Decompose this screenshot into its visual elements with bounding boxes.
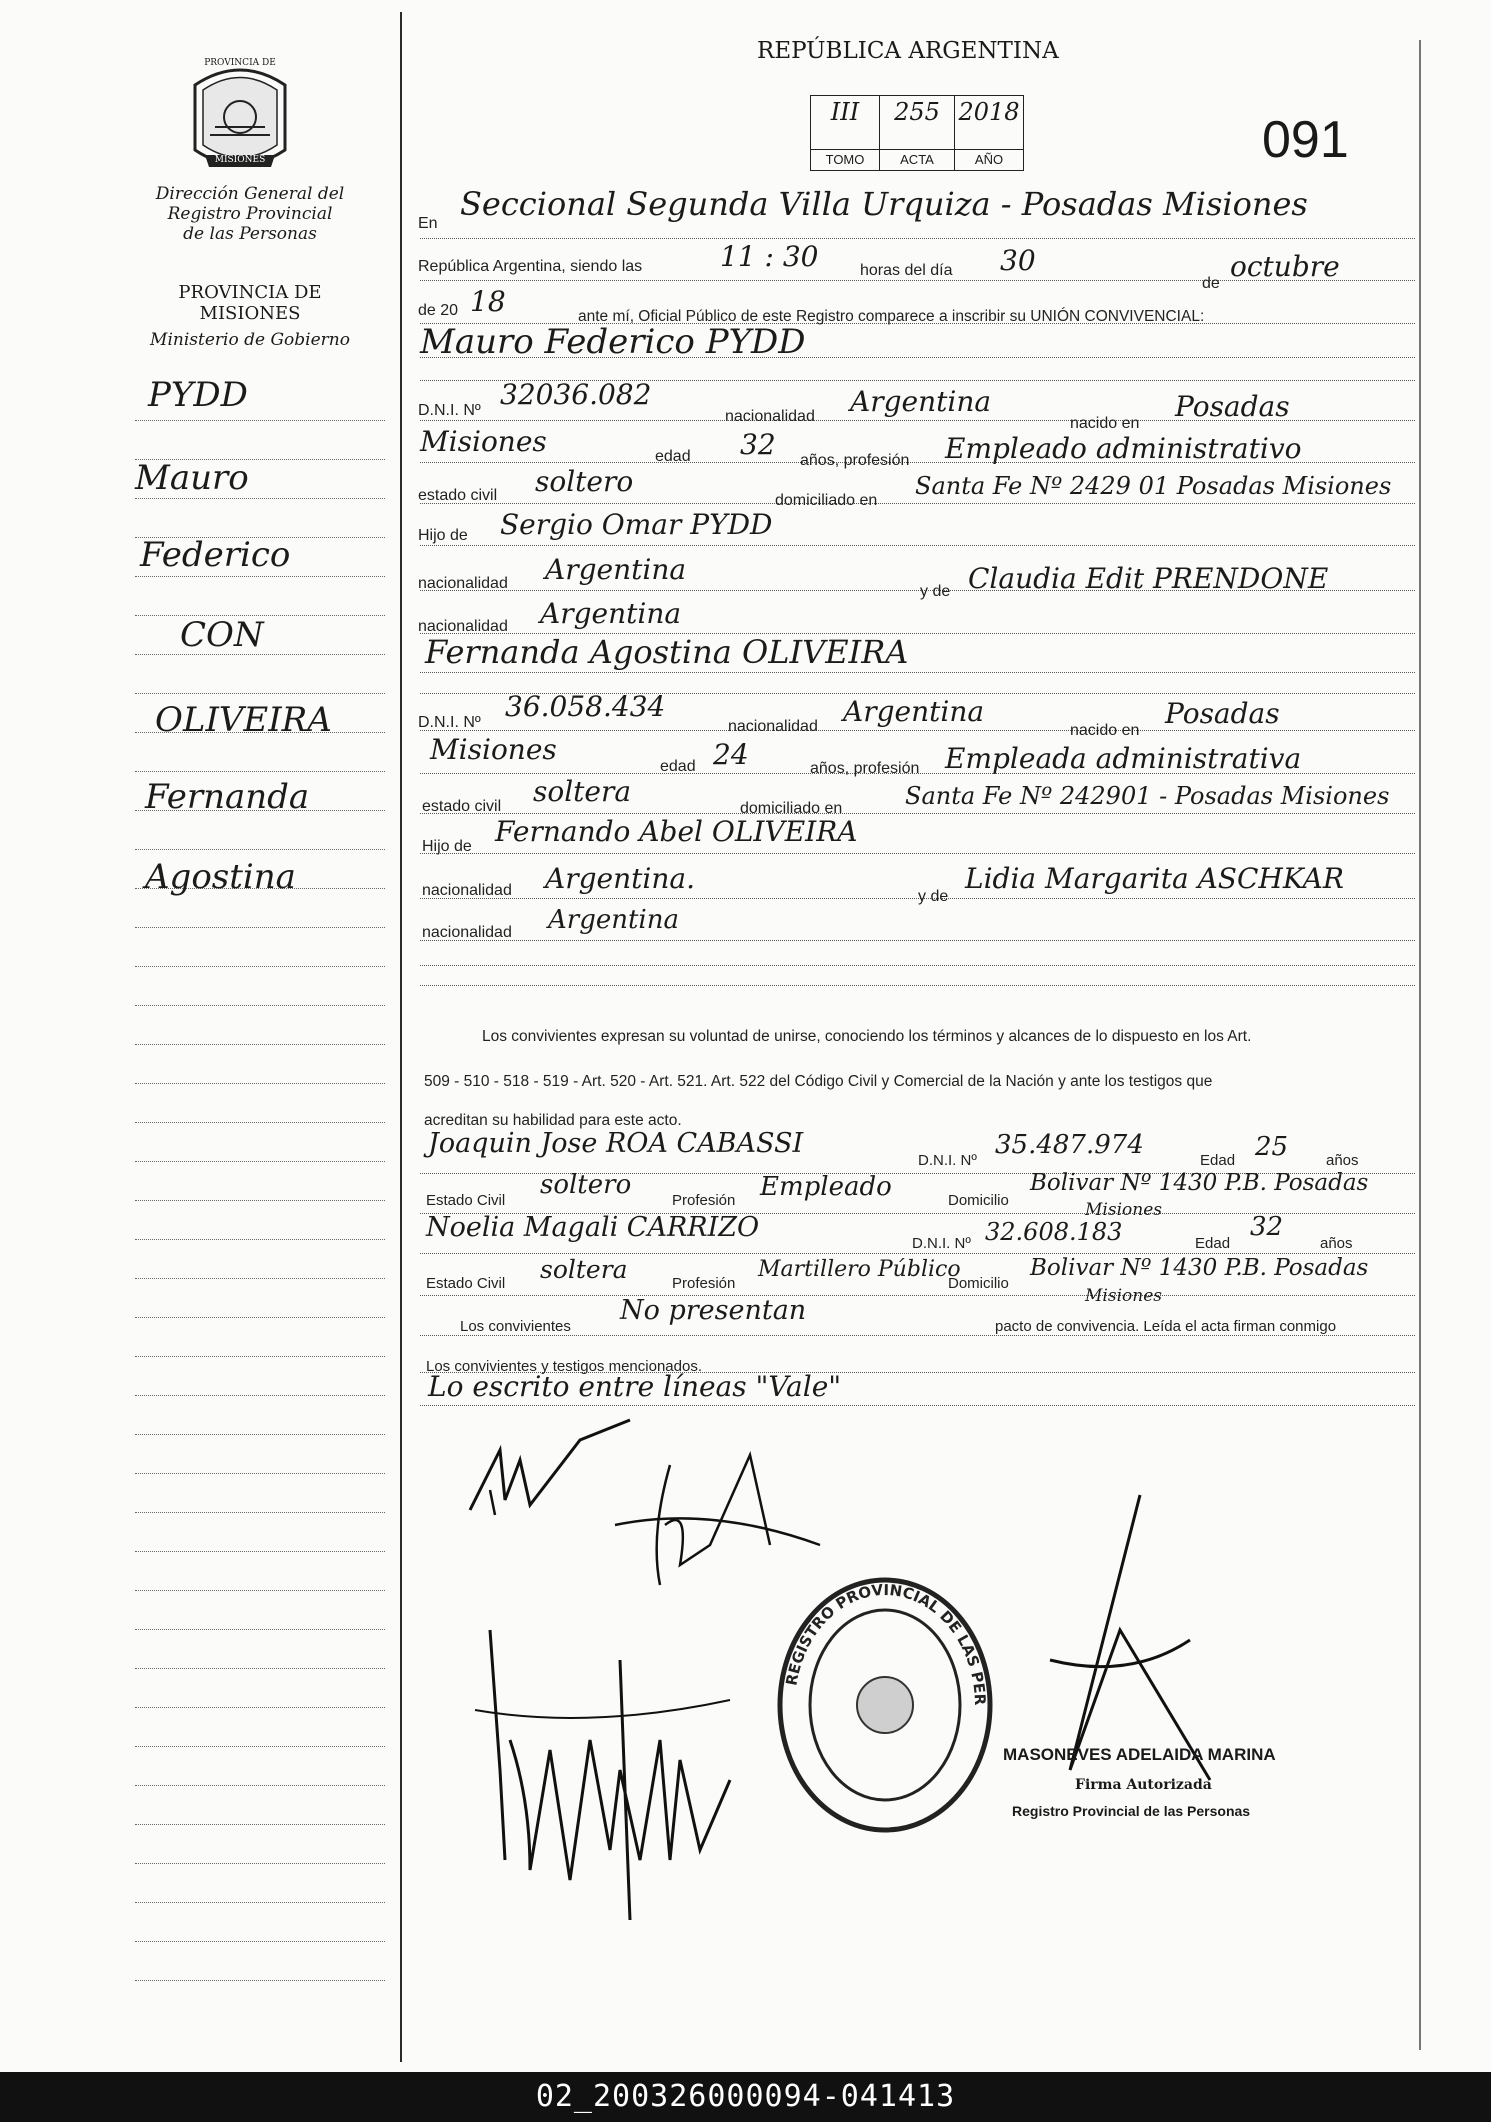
sidebar-rule bbox=[135, 1317, 385, 1318]
sidebar-rule bbox=[135, 1746, 385, 1747]
form-rule bbox=[420, 940, 1415, 941]
witness-domic-label: Domicilio bbox=[948, 1192, 1009, 1209]
yde-label: y de bbox=[918, 888, 949, 905]
declaration-line: 509 - 510 - 518 - 519 - Art. 520 - Art. 521. Art. 522 del Código Civil y Comercial de la Nación y ante los testigos que bbox=[424, 1073, 1213, 1090]
sidebar-name: OLIVEIRA bbox=[155, 700, 332, 740]
civil-label: estado civil bbox=[418, 487, 498, 504]
witness1-name: Joaquin Jose ROA CABASSI bbox=[428, 1128, 804, 1159]
edad-label: edad bbox=[660, 758, 696, 775]
ano-value: 2018 bbox=[958, 98, 1020, 126]
day-value: 30 bbox=[1000, 244, 1036, 277]
office-name bbox=[120, 184, 380, 244]
witness2-civil: soltera bbox=[540, 1255, 628, 1284]
sidebar-rule bbox=[135, 1200, 385, 1201]
form-rule bbox=[420, 1405, 1415, 1406]
book-box-ano bbox=[954, 95, 1024, 171]
sidebar-rule bbox=[135, 1473, 385, 1474]
person2-age: 24 bbox=[713, 738, 749, 771]
hours-label: horas del día bbox=[860, 262, 953, 279]
emblem-banner: MISIONES bbox=[214, 155, 266, 165]
dni-label: D.N.I. Nº bbox=[418, 402, 481, 419]
person2-birthplace2: Misiones bbox=[430, 733, 557, 766]
witness-domic-label: Domicilio bbox=[948, 1275, 1009, 1292]
form-rule bbox=[420, 1253, 1415, 1254]
form-rule bbox=[420, 985, 1415, 986]
sidebar-rule bbox=[135, 1863, 385, 1864]
anos-prof-label: años, profesión bbox=[800, 452, 910, 469]
nacido-label: nacido en bbox=[1070, 415, 1140, 432]
person1-mother: Claudia Edit PRENDONE bbox=[968, 562, 1329, 595]
civil-label: estado civil bbox=[422, 798, 502, 815]
nac-label: nacionalidad bbox=[422, 924, 512, 941]
hijo-label: Hijo de bbox=[418, 527, 468, 544]
witness-anos-label: años bbox=[1320, 1235, 1353, 1252]
signature bbox=[470, 1620, 740, 1940]
ante-label: ante mí, Oficial Público de este Registro comparece a inscribir su UNIÓN CONVIVENCIAL: bbox=[578, 308, 1205, 325]
official-seal bbox=[763, 1556, 1000, 1840]
file-code: 02_200326000094-041413 bbox=[0, 2072, 1491, 2122]
nac-label: nacionalidad bbox=[418, 618, 508, 635]
sidebar-rule bbox=[135, 420, 385, 421]
testigos-text: Los convivientes y testigos mencionados. bbox=[426, 1358, 702, 1375]
province-line: MISIONES bbox=[199, 303, 301, 324]
sidebar-rule bbox=[135, 1941, 385, 1942]
person2-dni: 36.058.434 bbox=[505, 690, 666, 723]
pacto-text: pacto de convivencia. Leída el acta firman conmigo bbox=[995, 1318, 1337, 1335]
person2-mother-nat: Argentina bbox=[548, 905, 679, 935]
person1-father: Sergio Omar PYDD bbox=[500, 508, 773, 541]
edad-label: edad bbox=[655, 448, 691, 465]
sidebar-rule bbox=[135, 1629, 385, 1630]
declaration-line: Los convivientes expresan su voluntad de unirse, conociendo los términos y alcances de lo dispuesto en los Art. bbox=[482, 1028, 1252, 1045]
nac-label: nacionalidad bbox=[728, 718, 818, 735]
office-line: Registro Provincial bbox=[167, 204, 333, 224]
form-rule bbox=[420, 730, 1415, 731]
right-margin-line bbox=[1419, 40, 1421, 2050]
sidebar-rule bbox=[135, 1083, 385, 1084]
stamp-office: Registro Provincial de las Personas bbox=[1012, 1803, 1251, 1819]
form-rule bbox=[420, 1335, 1415, 1336]
sidebar-rule bbox=[135, 1668, 385, 1669]
witness1-address2: Misiones bbox=[1085, 1200, 1162, 1220]
form-rule bbox=[420, 238, 1415, 239]
document-title: REPÚBLICA ARGENTINA bbox=[757, 38, 1059, 64]
witness1-dni: 35.487.974 bbox=[995, 1130, 1144, 1160]
witness-dni-label: D.N.I. Nº bbox=[912, 1235, 971, 1252]
sidebar-rule bbox=[135, 966, 385, 967]
witness2-profession: Martillero Público bbox=[758, 1257, 961, 1282]
sidebar-rule bbox=[135, 849, 385, 850]
sidebar-name: Federico bbox=[140, 535, 291, 575]
person1-address: Santa Fe Nº 2429 01 Posadas Misiones bbox=[915, 472, 1392, 500]
witness2-name: Noelia Magali CARRIZO bbox=[426, 1212, 760, 1243]
domic-label: domiciliado en bbox=[775, 492, 878, 509]
sidebar-name: PYDD bbox=[148, 375, 248, 415]
person1-birthplace2: Misiones bbox=[420, 425, 547, 458]
sidebar-rule bbox=[135, 498, 385, 499]
person1-profession: Empleado administrativo bbox=[945, 432, 1302, 465]
province-line: PROVINCIA DE bbox=[178, 282, 322, 303]
hijo-label: Hijo de bbox=[422, 838, 472, 855]
person1-age: 32 bbox=[740, 428, 776, 461]
province-name bbox=[120, 282, 380, 324]
witness-edad-label: Edad bbox=[1195, 1235, 1231, 1252]
declaration-line: acreditan su habilidad para este acto. bbox=[424, 1112, 682, 1129]
de-label: de bbox=[1202, 275, 1220, 292]
person2-mother: Lidia Margarita ASCHKAR bbox=[965, 862, 1344, 895]
emblem-caption: PROVINCIA DE bbox=[204, 58, 276, 68]
witness-edad-label: Edad bbox=[1200, 1152, 1236, 1169]
en-label: En bbox=[418, 215, 438, 232]
nacido-label: nacido en bbox=[1070, 722, 1140, 739]
ra-label: República Argentina, siendo las bbox=[418, 258, 643, 275]
tomo-label: TOMO bbox=[811, 149, 879, 170]
person2-birthplace: Posadas bbox=[1165, 697, 1280, 730]
nac-label: nacionalidad bbox=[725, 408, 815, 425]
sidebar-rule bbox=[135, 1005, 385, 1006]
ministry-name: Ministerio de Gobierno bbox=[150, 330, 350, 350]
sidebar-rule bbox=[135, 1434, 385, 1435]
form-rule bbox=[420, 813, 1415, 814]
person2-profession: Empleada administrativa bbox=[945, 742, 1302, 775]
sidebar-rule bbox=[135, 1239, 385, 1240]
witness-prof-label: Profesión bbox=[672, 1275, 736, 1292]
sidebar-rule bbox=[135, 927, 385, 928]
sidebar-rule bbox=[135, 1707, 385, 1708]
acta-value: 255 bbox=[894, 98, 940, 126]
anos-prof-label: años, profesión bbox=[810, 760, 920, 777]
witness1-address: Bolivar Nº 1430 P.B. Posadas bbox=[1030, 1170, 1369, 1196]
witness1-age: 25 bbox=[1255, 1132, 1289, 1162]
form-rule bbox=[420, 1295, 1415, 1296]
person1-civil: soltero bbox=[535, 465, 634, 498]
nac-label: nacionalidad bbox=[418, 575, 508, 592]
form-rule bbox=[420, 545, 1415, 546]
form-rule bbox=[420, 965, 1415, 966]
person1-dni: 32036.082 bbox=[500, 378, 652, 411]
office-line: de las Personas bbox=[183, 224, 317, 244]
left-margin-line bbox=[400, 12, 402, 2062]
form-rule bbox=[420, 503, 1415, 504]
convivientes-value: No presentan bbox=[620, 1295, 807, 1326]
sidebar-rule bbox=[135, 1161, 385, 1162]
sidebar-rule bbox=[135, 1980, 385, 1981]
person2-father-nat: Argentina. bbox=[545, 862, 695, 895]
en-value: Seccional Segunda Villa Urquiza - Posadas Misiones bbox=[460, 185, 1308, 223]
book-box-acta bbox=[879, 95, 955, 171]
person1-mother-nat: Argentina bbox=[540, 597, 682, 630]
sidebar-rule bbox=[135, 576, 385, 577]
convivientes-label: Los convivientes bbox=[460, 1318, 571, 1335]
witness1-profession: Empleado bbox=[760, 1172, 892, 1202]
sidebar-name: Fernanda bbox=[145, 777, 310, 817]
time-value: 11 : 30 bbox=[720, 240, 819, 273]
book-box-tomo bbox=[810, 95, 880, 171]
sidebar-rule bbox=[135, 1278, 385, 1279]
sidebar-name: Agostina bbox=[145, 857, 296, 897]
yde-label: y de bbox=[920, 583, 951, 600]
sidebar-rule bbox=[135, 1902, 385, 1903]
witness-prof-label: Profesión bbox=[672, 1192, 736, 1209]
acta-label: ACTA bbox=[880, 149, 954, 170]
nac-label: nacionalidad bbox=[422, 882, 512, 899]
sidebar-rule bbox=[135, 1395, 385, 1396]
witness-anos-label: años bbox=[1326, 1152, 1359, 1169]
year-suffix: 18 bbox=[470, 285, 506, 318]
sidebar-rule bbox=[135, 1551, 385, 1552]
witness-civil-label: Estado Civil bbox=[426, 1275, 506, 1292]
witness-civil-label: Estado Civil bbox=[426, 1192, 506, 1209]
form-rule bbox=[420, 853, 1415, 854]
act-number: 091 bbox=[1262, 111, 1349, 169]
person1-nationality: Argentina bbox=[850, 385, 992, 418]
year-prefix: de 20 bbox=[418, 302, 459, 319]
sidebar-rule bbox=[135, 1590, 385, 1591]
person2-father: Fernando Abel OLIVEIRA bbox=[495, 815, 858, 848]
tomo-value: III bbox=[830, 98, 860, 126]
month-value: octubre bbox=[1230, 250, 1340, 283]
sidebar-rule bbox=[135, 1122, 385, 1123]
sidebar-rule bbox=[135, 1356, 385, 1357]
witness1-civil: soltero bbox=[540, 1170, 632, 1200]
witness2-address: Bolivar Nº 1430 P.B. Posadas bbox=[1030, 1255, 1369, 1281]
sidebar-rule bbox=[135, 1785, 385, 1786]
witness2-address2: Misiones bbox=[1085, 1286, 1162, 1306]
stamp-role: Firma Autorizada bbox=[1075, 1777, 1212, 1793]
person1-name: Mauro Federico PYDD bbox=[420, 322, 806, 362]
person2-name: Fernanda Agostina OLIVEIRA bbox=[425, 633, 909, 671]
person2-civil: soltera bbox=[533, 775, 632, 808]
office-line: Dirección General del bbox=[155, 184, 345, 204]
sidebar-name: CON bbox=[180, 615, 264, 655]
interlineado-note: Lo escrito entre líneas "Vale" bbox=[428, 1370, 842, 1403]
ano-label: AÑO bbox=[955, 149, 1023, 170]
person2-nationality: Argentina bbox=[843, 695, 985, 728]
sidebar-rule bbox=[135, 1824, 385, 1825]
witness2-age: 32 bbox=[1250, 1212, 1284, 1242]
domic-label: domiciliado en bbox=[740, 800, 843, 817]
stamp-name: MASONEVES ADELAIDA MARINA bbox=[1003, 1745, 1276, 1764]
sidebar-rule bbox=[135, 771, 385, 772]
person1-birthplace: Posadas bbox=[1175, 390, 1290, 423]
sidebar-rule bbox=[135, 693, 385, 694]
witness-dni-label: D.N.I. Nº bbox=[918, 1152, 977, 1169]
sidebar-rule bbox=[135, 1044, 385, 1045]
person2-address: Santa Fe Nº 242901 - Posadas Misiones bbox=[905, 782, 1390, 810]
witness2-dni: 32.608.183 bbox=[985, 1218, 1123, 1246]
sidebar-rule bbox=[135, 1512, 385, 1513]
sidebar-name: Mauro bbox=[135, 458, 249, 498]
form-rule bbox=[420, 672, 1415, 673]
person1-father-nat: Argentina bbox=[545, 553, 687, 586]
seal-text: REGISTRO PROVINCIAL DE LAS PERSONAS bbox=[763, 1556, 990, 1706]
dni-label: D.N.I. Nº bbox=[418, 714, 481, 731]
